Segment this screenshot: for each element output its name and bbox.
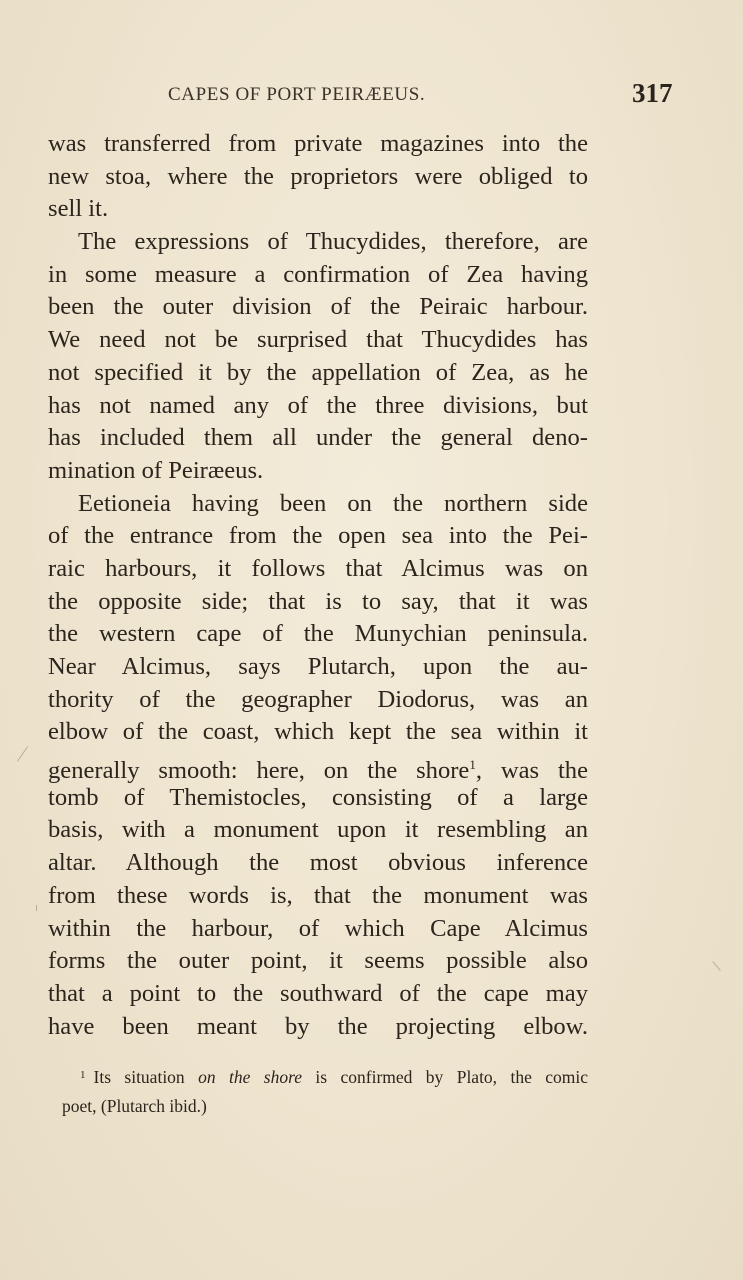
text-line: altar. Although the most obvious inference [48, 849, 588, 877]
text-line: raic harbours, it follows that Alcimus was on [48, 554, 588, 582]
text-segment: generally smooth: here, on the shore [48, 757, 470, 785]
page-number: 317 [632, 78, 673, 108]
footnote-line: poet, (Plutarch ibid.) [62, 1096, 207, 1116]
paper-mark [36, 905, 37, 911]
text-line: mination of Peiræeus. [48, 456, 264, 484]
paper-mark [17, 746, 28, 761]
text-line: thority of the geographer Diodorus, was an [48, 685, 588, 713]
footnote [62, 1060, 588, 1122]
paragraph-first-line: The expressions of Thucydides, therefore, are [78, 228, 588, 256]
text-line: the opposite side; that is to say, that it was [48, 587, 588, 615]
footnote-text: Its situation [93, 1067, 199, 1087]
text-line: within the harbour, of which Cape Alcimus [48, 914, 588, 942]
running-head: CAPES OF PORT PEIRÆEUS. [168, 84, 426, 105]
footnote-text: is confirmed by Plato, the comic [302, 1067, 588, 1087]
text-line: that a point to the southward of the cape may [48, 979, 588, 1007]
text-line: was transferred from private magazines into the [48, 130, 588, 157]
page-header [160, 80, 680, 114]
text-line: in some measure a confirmation of Zea having [48, 260, 588, 288]
text-line-with-note-ref [48, 749, 588, 785]
text-line: forms the outer point, it seems possible also [48, 947, 588, 975]
footnote-line [62, 1060, 588, 1091]
text-line: have been meant by the projecting elbow. [48, 1012, 588, 1040]
text-line: has included them all under the general deno- [48, 424, 588, 452]
text-line: sell it. [48, 195, 109, 223]
text-line: basis, with a monument upon it resembling an [48, 816, 588, 844]
text-line: tomb of Themistocles, consisting of a large [48, 783, 588, 811]
text-line: elbow of the coast, which kept the sea within it [48, 718, 588, 746]
text-line: new stoa, where the proprietors were obliged to [48, 162, 588, 190]
text-line: the western cape of the Munychian peninsula. [48, 620, 588, 648]
footnote-italic-text: on the shore [198, 1067, 303, 1087]
text-line: Near Alcimus, says Plutarch, upon the au- [48, 653, 588, 680]
paper-mark [712, 961, 720, 971]
text-segment: , was the [475, 757, 588, 785]
text-line: of the entrance from the open sea into the Pei- [48, 522, 588, 550]
footnote-reference: 1 [469, 757, 476, 773]
text-line: not specified it by the appellation of Zea, as he [48, 358, 588, 386]
footnote-marker: 1 [80, 1069, 86, 1081]
paragraph-first-line: Eetioneia having been on the northern side [78, 489, 588, 517]
text-line: has not named any of the three divisions, but [48, 391, 588, 419]
text-line: been the outer division of the Peiraic harbour. [48, 293, 588, 321]
text-line: from these words is, that the monument was [48, 881, 588, 909]
body-text [48, 128, 588, 1043]
text-line: We need not be surprised that Thucydides has [48, 326, 588, 354]
